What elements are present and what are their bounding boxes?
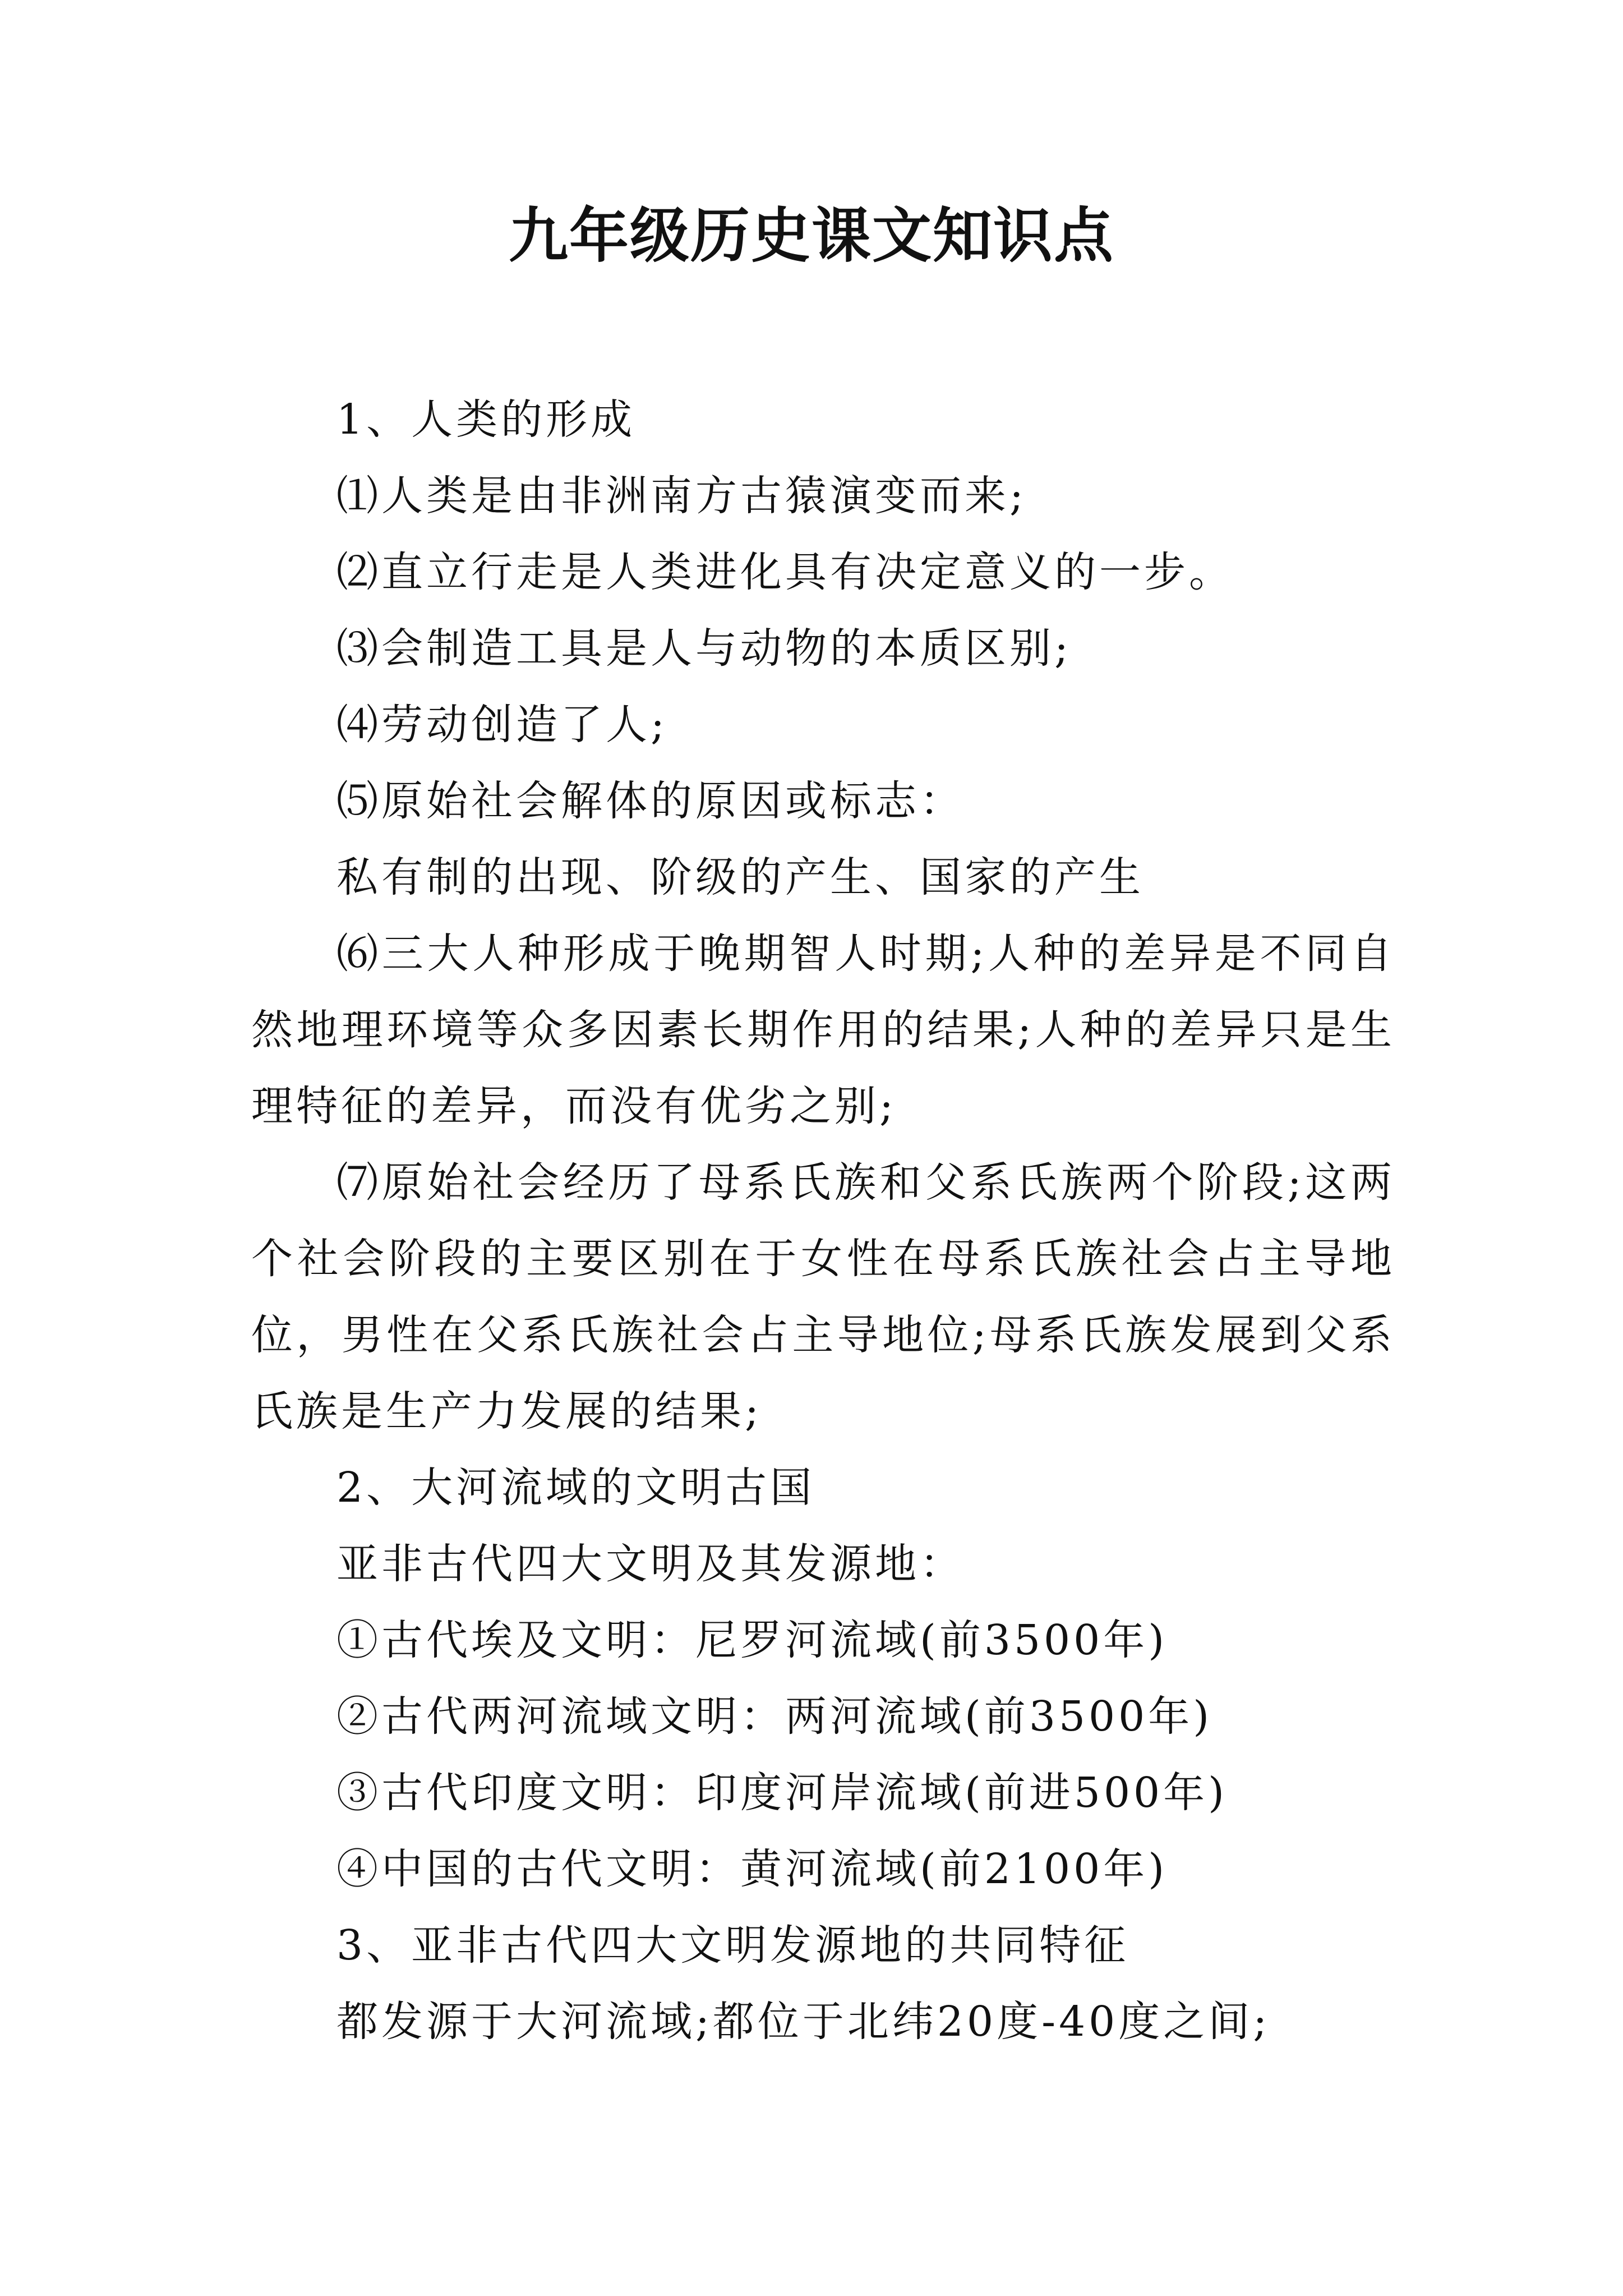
paragraph-common-features: 都发源于大河流域;都位于北纬20度-40度之间; bbox=[336, 1998, 1271, 2046]
paragraph-civilization-1: ①古代埃及文明：尼罗河流域(前3500年) bbox=[336, 1616, 1168, 1664]
document-body bbox=[251, 381, 1395, 2060]
paragraph-point-7: ⑺原始社会经历了母系氏族和父系氏族两个阶段;这两个社会阶段的主要区别在于女性在母系氏族社会占主导地位，男性在父系氏族社会占主导地位;母系氏族发展到父系氏族是生产力发展的结果; bbox=[251, 1158, 1395, 1435]
paragraph-point-4: ⑷劳动创造了人; bbox=[336, 701, 668, 749]
paragraph-point-2: ⑵直立行走是人类进化具有决定意义的一步。 bbox=[336, 548, 1234, 596]
paragraph-heading-1: 1、人类的形成 bbox=[336, 395, 636, 444]
paragraph-civilization-4: ④中国的古代文明：黄河流域(前2100年) bbox=[336, 1845, 1168, 1893]
paragraph-civilizations-intro: 亚非古代四大文明及其发源地： bbox=[336, 1540, 965, 1588]
paragraph-point-3: ⑶会制造工具是人与动物的本质区别; bbox=[336, 624, 1072, 673]
paragraph-point-1: ⑴人类是由非洲南方古猿演变而来; bbox=[336, 472, 1027, 520]
paragraph-heading-2: 2、大河流域的文明古国 bbox=[336, 1464, 815, 1512]
paragraph-point-5: ⑸原始社会解体的原因或标志： bbox=[336, 777, 965, 825]
paragraph-point-6: ⑹三大人种形成于晚期智人时期;人种的差异是不同自然地理环境等众多因素长期作用的结果;人种的差异只是生理特征的差异，而没有优劣之别; bbox=[251, 930, 1395, 1130]
paragraph-point-5-detail: 私有制的出现、阶级的产生、国家的产生 bbox=[336, 853, 1144, 901]
paragraph-civilization-2: ②古代两河流域文明：两河流域(前3500年) bbox=[336, 1692, 1213, 1741]
document-title: 九年级历史课文知识点 bbox=[509, 200, 1114, 270]
paragraph-civilization-3: ③古代印度文明：印度河岸流域(前进500年) bbox=[336, 1769, 1228, 1817]
paragraph-heading-3: 3、亚非古代四大文明发源地的共同特征 bbox=[336, 1921, 1129, 1970]
